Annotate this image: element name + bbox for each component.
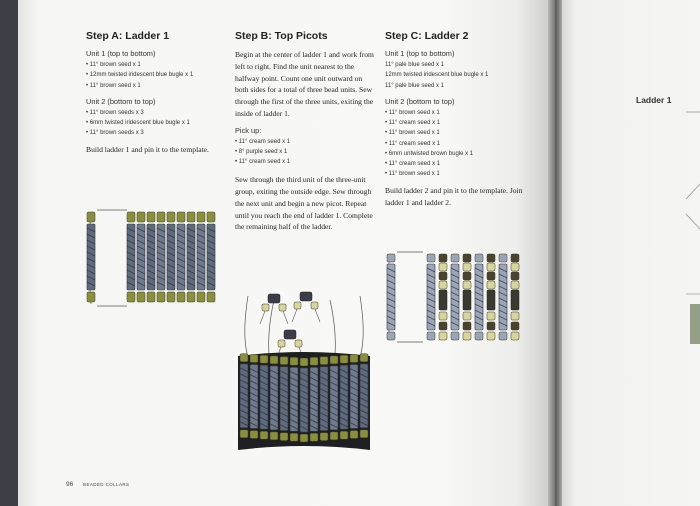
right-page-diagram-fragment: [686, 104, 700, 344]
seed-bead: [280, 433, 288, 441]
step-a-unit1-heading: Unit 1 (top to bottom): [86, 49, 156, 58]
seed-bead: [439, 263, 447, 271]
seed-bead: [463, 254, 471, 262]
seed-bead: [511, 272, 519, 280]
book-gutter: [548, 0, 562, 506]
seed-bead: [311, 302, 318, 309]
step-b-pickup-heading: Pick up:: [235, 125, 262, 135]
seed-bead: [475, 332, 483, 340]
seed-bead: [463, 272, 471, 280]
seed-bead: [87, 292, 95, 302]
seed-bead: [463, 312, 471, 320]
seed-bead: [463, 332, 471, 340]
bugle-bead: [127, 224, 135, 290]
brown-bugle-bead: [511, 290, 519, 310]
seed-bead: [387, 332, 395, 340]
seed-bead: [310, 357, 318, 365]
step-c-unit2-item: • 11° brown seed x 1: [385, 130, 440, 137]
footer-title: BEADED COLLARS: [83, 482, 130, 487]
right-page: [562, 0, 700, 506]
seed-bead: [511, 263, 519, 271]
step-a-unit2-heading: Unit 2 (bottom to top): [86, 96, 156, 106]
step-a-unit1-item: • 12mm twisted iridescent blue bugle x 1: [86, 72, 194, 79]
seed-bead: [487, 281, 495, 289]
step-c-unit2-item: • 11° brown seed x 1: [385, 171, 440, 178]
seed-bead: [439, 281, 447, 289]
step-a-unit2-item: • 11° brown seeds x 3: [86, 130, 144, 137]
bugle-bead: [197, 224, 205, 290]
seed-bead: [300, 358, 308, 366]
seed-bead: [511, 322, 519, 330]
bugle-bead: [167, 224, 175, 290]
seed-bead: [147, 292, 155, 302]
seed-bead: [427, 332, 435, 340]
seed-bead: [300, 434, 308, 442]
step-b-column: [235, 30, 375, 239]
seed-bead: [137, 292, 145, 302]
seed-bead: [487, 254, 495, 262]
bugle-bead: [187, 224, 195, 290]
step-b-pickup-item: • 11° cream seed x 1: [235, 138, 291, 145]
seed-bead: [197, 292, 205, 302]
seed-bead: [279, 304, 286, 311]
seed-bead: [295, 340, 302, 347]
seed-bead: [463, 322, 471, 330]
brown-bugle-bead: [439, 290, 447, 310]
seed-bead: [167, 212, 175, 222]
seed-bead: [127, 292, 135, 302]
seed-bead: [127, 212, 135, 222]
seed-bead: [360, 354, 368, 362]
step-a-title: Step A: Ladder 1: [86, 30, 170, 42]
seed-bead: [278, 340, 285, 347]
step-c-unit1-item: 11° pale blue seed x 1: [385, 62, 444, 68]
bugle-bead: [387, 264, 395, 330]
step-b-title: Step B: Top Picots: [235, 30, 328, 42]
seed-bead: [340, 355, 348, 363]
seed-bead: [451, 332, 459, 340]
page-footer: [66, 481, 137, 488]
seed-bead: [487, 332, 495, 340]
seed-bead: [290, 357, 298, 365]
seed-bead: [330, 356, 338, 364]
step-c-title: Step C: Ladder 2: [385, 30, 469, 42]
seed-bead: [294, 302, 301, 309]
step-a-column: [86, 30, 226, 162]
seed-bead: [262, 304, 269, 311]
step-c-column: [385, 30, 535, 215]
seed-bead: [511, 312, 519, 320]
thread-line: [315, 309, 320, 322]
step-a-unit1-item: • 11° brown seed x 1: [86, 82, 141, 89]
seed-bead: [451, 254, 459, 262]
seed-bead: [207, 212, 215, 222]
seed-bead: [157, 212, 165, 222]
thread-line: [292, 309, 297, 322]
seed-bead: [137, 212, 145, 222]
step-b-body-1: Begin at the center of ladder 1 and work from left to right. Find the unit nearest to the halfway point. Count one unit outward on both sides for a total of three bead units. Sew through the first of the three units, exiting the inside of ladder 1.: [235, 50, 374, 118]
bugle-bead: [427, 264, 435, 330]
seed-bead: [439, 322, 447, 330]
brown-bugle-bead: [487, 290, 495, 310]
seed-bead: [487, 263, 495, 271]
seed-bead: [187, 292, 195, 302]
thread-line: [283, 311, 288, 324]
seed-bead: [320, 357, 328, 365]
page-number: 96: [66, 481, 74, 488]
right-page-ladder-label: Ladder 1: [636, 95, 672, 105]
seed-bead: [360, 430, 368, 438]
seed-bead: [350, 355, 358, 363]
seed-bead: [511, 281, 519, 289]
seed-bead: [487, 322, 495, 330]
seed-bead: [290, 433, 298, 441]
step-b-pickup-item: • 11° cream seed x 1: [235, 159, 291, 166]
step-a-unit1-item: • 11° brown seed x 1: [86, 62, 141, 68]
brown-bugle-bead: [463, 290, 471, 310]
step-c-unit2-heading: Unit 2 (bottom to top): [385, 96, 455, 106]
seed-bead: [427, 254, 435, 262]
seed-bead: [260, 431, 268, 439]
seed-bead: [463, 263, 471, 271]
seed-bead: [330, 432, 338, 440]
step-c-unit1-item: 11° pale blue seed x 1: [385, 82, 444, 89]
seed-bead: [240, 430, 248, 438]
seed-bead: [463, 281, 471, 289]
seed-bead: [187, 212, 195, 222]
step-a-body: Build ladder 1 and pin it to the template.: [86, 145, 209, 155]
seed-bead: [439, 332, 447, 340]
seed-bead: [250, 355, 258, 363]
seed-bead: [487, 272, 495, 280]
bugle-bead: [475, 264, 483, 330]
seed-bead: [350, 431, 358, 439]
step-c-unit2-item: • 11° cream seed x 1: [385, 119, 441, 126]
seed-bead: [439, 312, 447, 320]
ladder-1-illustration: [85, 206, 223, 310]
seed-bead: [270, 432, 278, 440]
step-c-unit2-item: • 6mm untwisted brown bugle x 1: [385, 150, 474, 157]
step-a-unit2-item: • 11° brown seeds x 3: [86, 109, 144, 116]
bugle-bead: [177, 224, 185, 290]
seed-bead: [511, 254, 519, 262]
bugle-bead: [137, 224, 145, 290]
seed-bead: [439, 272, 447, 280]
seed-bead: [270, 356, 278, 364]
bugle-bead: [157, 224, 165, 290]
seed-bead: [475, 254, 483, 262]
step-c-body: Build ladder 2 and pin it to the template. Join ladder 1 and ladder 2.: [385, 186, 523, 208]
seed-bead: [499, 332, 507, 340]
step-c-unit2-item: • 11° cream seed x 1: [385, 161, 441, 168]
seed-bead: [487, 312, 495, 320]
bugle-bead: [87, 224, 95, 290]
seed-bead: [147, 212, 155, 222]
seed-bead: [439, 254, 447, 262]
bugle-bead: [499, 264, 507, 330]
step-b-pickup-item: • 8° purple seed x 1: [235, 148, 288, 155]
step-c-unit1-heading: Unit 1 (top to bottom): [385, 49, 455, 58]
bugle-bead: [451, 264, 459, 330]
step-c-unit1-item: 12mm twisted iridescent blue bugle x 1: [385, 72, 489, 79]
seed-bead: [387, 254, 395, 262]
purple-seed-bead: [284, 330, 296, 339]
top-picots-illustration: [234, 286, 374, 462]
seed-bead: [340, 431, 348, 439]
seed-bead: [320, 433, 328, 441]
purple-seed-bead: [268, 294, 280, 303]
seed-bead: [177, 292, 185, 302]
seed-bead: [280, 357, 288, 365]
thread-line: [260, 311, 265, 324]
seed-bead: [157, 292, 165, 302]
seed-bead: [207, 292, 215, 302]
seed-bead: [310, 433, 318, 441]
step-b-body-2: Sew through the third unit of the three-unit group, exiting the outside edge. Sew through the next unit and begin a new picot. Repeat until you reach the end of ladder 1. Complete the remaining half of the ladder.: [235, 175, 373, 232]
seed-bead: [197, 212, 205, 222]
step-c-unit2-item: • 11° cream seed x 1: [385, 140, 441, 147]
seed-bead: [87, 212, 95, 222]
step-a-unit2-item: • 6mm twisted iridescent blue bugle x 1: [86, 119, 190, 126]
seed-bead: [250, 431, 258, 439]
seed-bead: [499, 254, 507, 262]
bugle-bead: [207, 224, 215, 290]
seed-bead: [167, 292, 175, 302]
seed-bead: [177, 212, 185, 222]
seed-bead: [260, 355, 268, 363]
step-c-unit2-item: • 11° brown seed x 1: [385, 109, 440, 116]
purple-seed-bead: [300, 292, 312, 301]
ladder-2-illustration: [383, 248, 523, 346]
bugle-bead: [147, 224, 155, 290]
seed-bead: [240, 354, 248, 362]
seed-bead: [511, 332, 519, 340]
